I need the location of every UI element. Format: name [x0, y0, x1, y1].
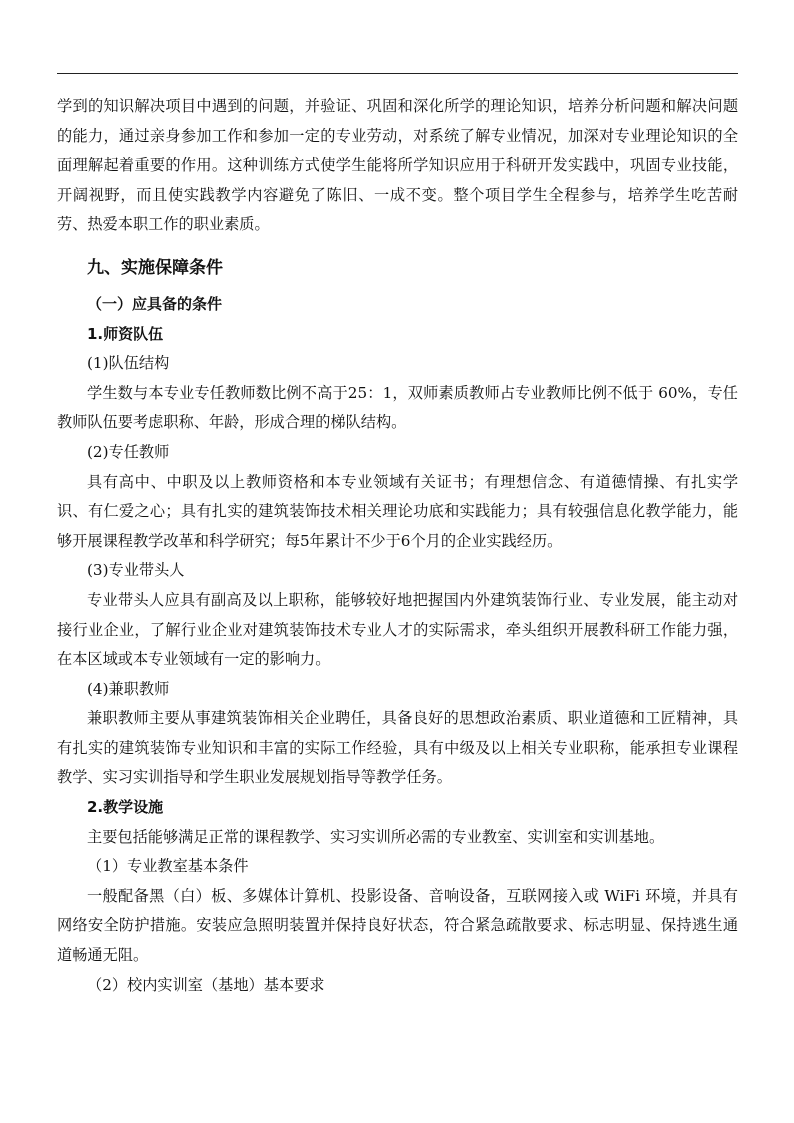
- paragraph-parttime: 兼职教师主要从事建筑装饰相关企业聘任，具备良好的思想政治素质、职业道德和工匠精神，具有扎实的建筑装饰专业知识和丰富的实际工作经验，具有中级及以上相关专业职称，能承担专业课程教学、实习实训指导和学生职业发展规划指导等教学任务。: [57, 709, 738, 787]
- heading-parttime: (4)兼职教师: [87, 679, 170, 698]
- heading-facilities: 2.教学设施: [87, 798, 164, 817]
- heading-training: （2）校内实训室（基地）基本要求: [87, 975, 325, 994]
- heading-classroom: （1）专业教室基本条件: [87, 857, 249, 876]
- intro-paragraph: 学到的知识解决项目中遇到的问题，并验证、巩固和深化所学的理论知识，培养分析问题和解决问题的能力，通过亲身参加工作和参加一定的专业劳动，对系统了解专业情况，加深对专业理论知识的全面理解起着重要的作用。这种训练方式使学生能将所学知识应用于科研开发实践中，巩固专业技能，开阔视野，而且使实践教学内容避免了陈旧、一成不变。整个项目学生全程参与，培养学生吃苦耐劳、热爱本职工作的职业素质。: [57, 97, 738, 234]
- subsection-heading: （一）应具备的条件: [87, 294, 223, 313]
- paragraph-facilities-intro: 主要包括能够满足正常的课程教学、实习实训所必需的专业教室、实训室和实训基地。: [87, 827, 665, 846]
- paragraph-classroom: 一般配备黑（白）板、多媒体计算机、投影设备、音响设备，互联网接入或 WiFi 环境，并具有网络安全防护措施。安装应急照明装置并保持良好状态，符合紧急疏散要求、标志明显、保持逃生通道畅通无阻。: [57, 886, 738, 965]
- section-heading: 九、实施保障条件: [87, 257, 223, 278]
- heading-structure: (1)队伍结构: [87, 354, 170, 373]
- paragraph-leader: 专业带头人应具有副高及以上职称，能够较好地把握国内外建筑装饰行业、专业发展，能主动对接行业企业，了解行业企业对建筑装饰技术专业人才的实际需求，牵头组织开展教科研工作能力强，在本区域或本专业领域有一定的影响力。: [57, 590, 738, 669]
- heading-leader: (3)专业带头人: [87, 561, 185, 580]
- paragraph-fulltime: 具有高中、中职及以上教师资格和本专业领域有关证书；有理想信念、有道德情操、有扎实学识、有仁爱之心；具有扎实的建筑装饰技术相关理论功底和实践能力；具有较强信息化教学能力，能够开展课程教学改革和科学研究；每5年累计不少于6个月的企业实践经历。: [57, 472, 738, 550]
- document-body: [57, 92, 738, 1000]
- paragraph-structure: 学生数与本专业专任教师数比例不高于25：1，双师素质教师占专业教师比例不低于 60%，专任教师队伍要考虑职称、年龄，形成合理的梯队结构。: [57, 383, 738, 432]
- heading-teachers: 1.师资队伍: [87, 324, 164, 343]
- heading-fulltime: (2)专任教师: [87, 442, 170, 461]
- header-rule: [57, 73, 738, 74]
